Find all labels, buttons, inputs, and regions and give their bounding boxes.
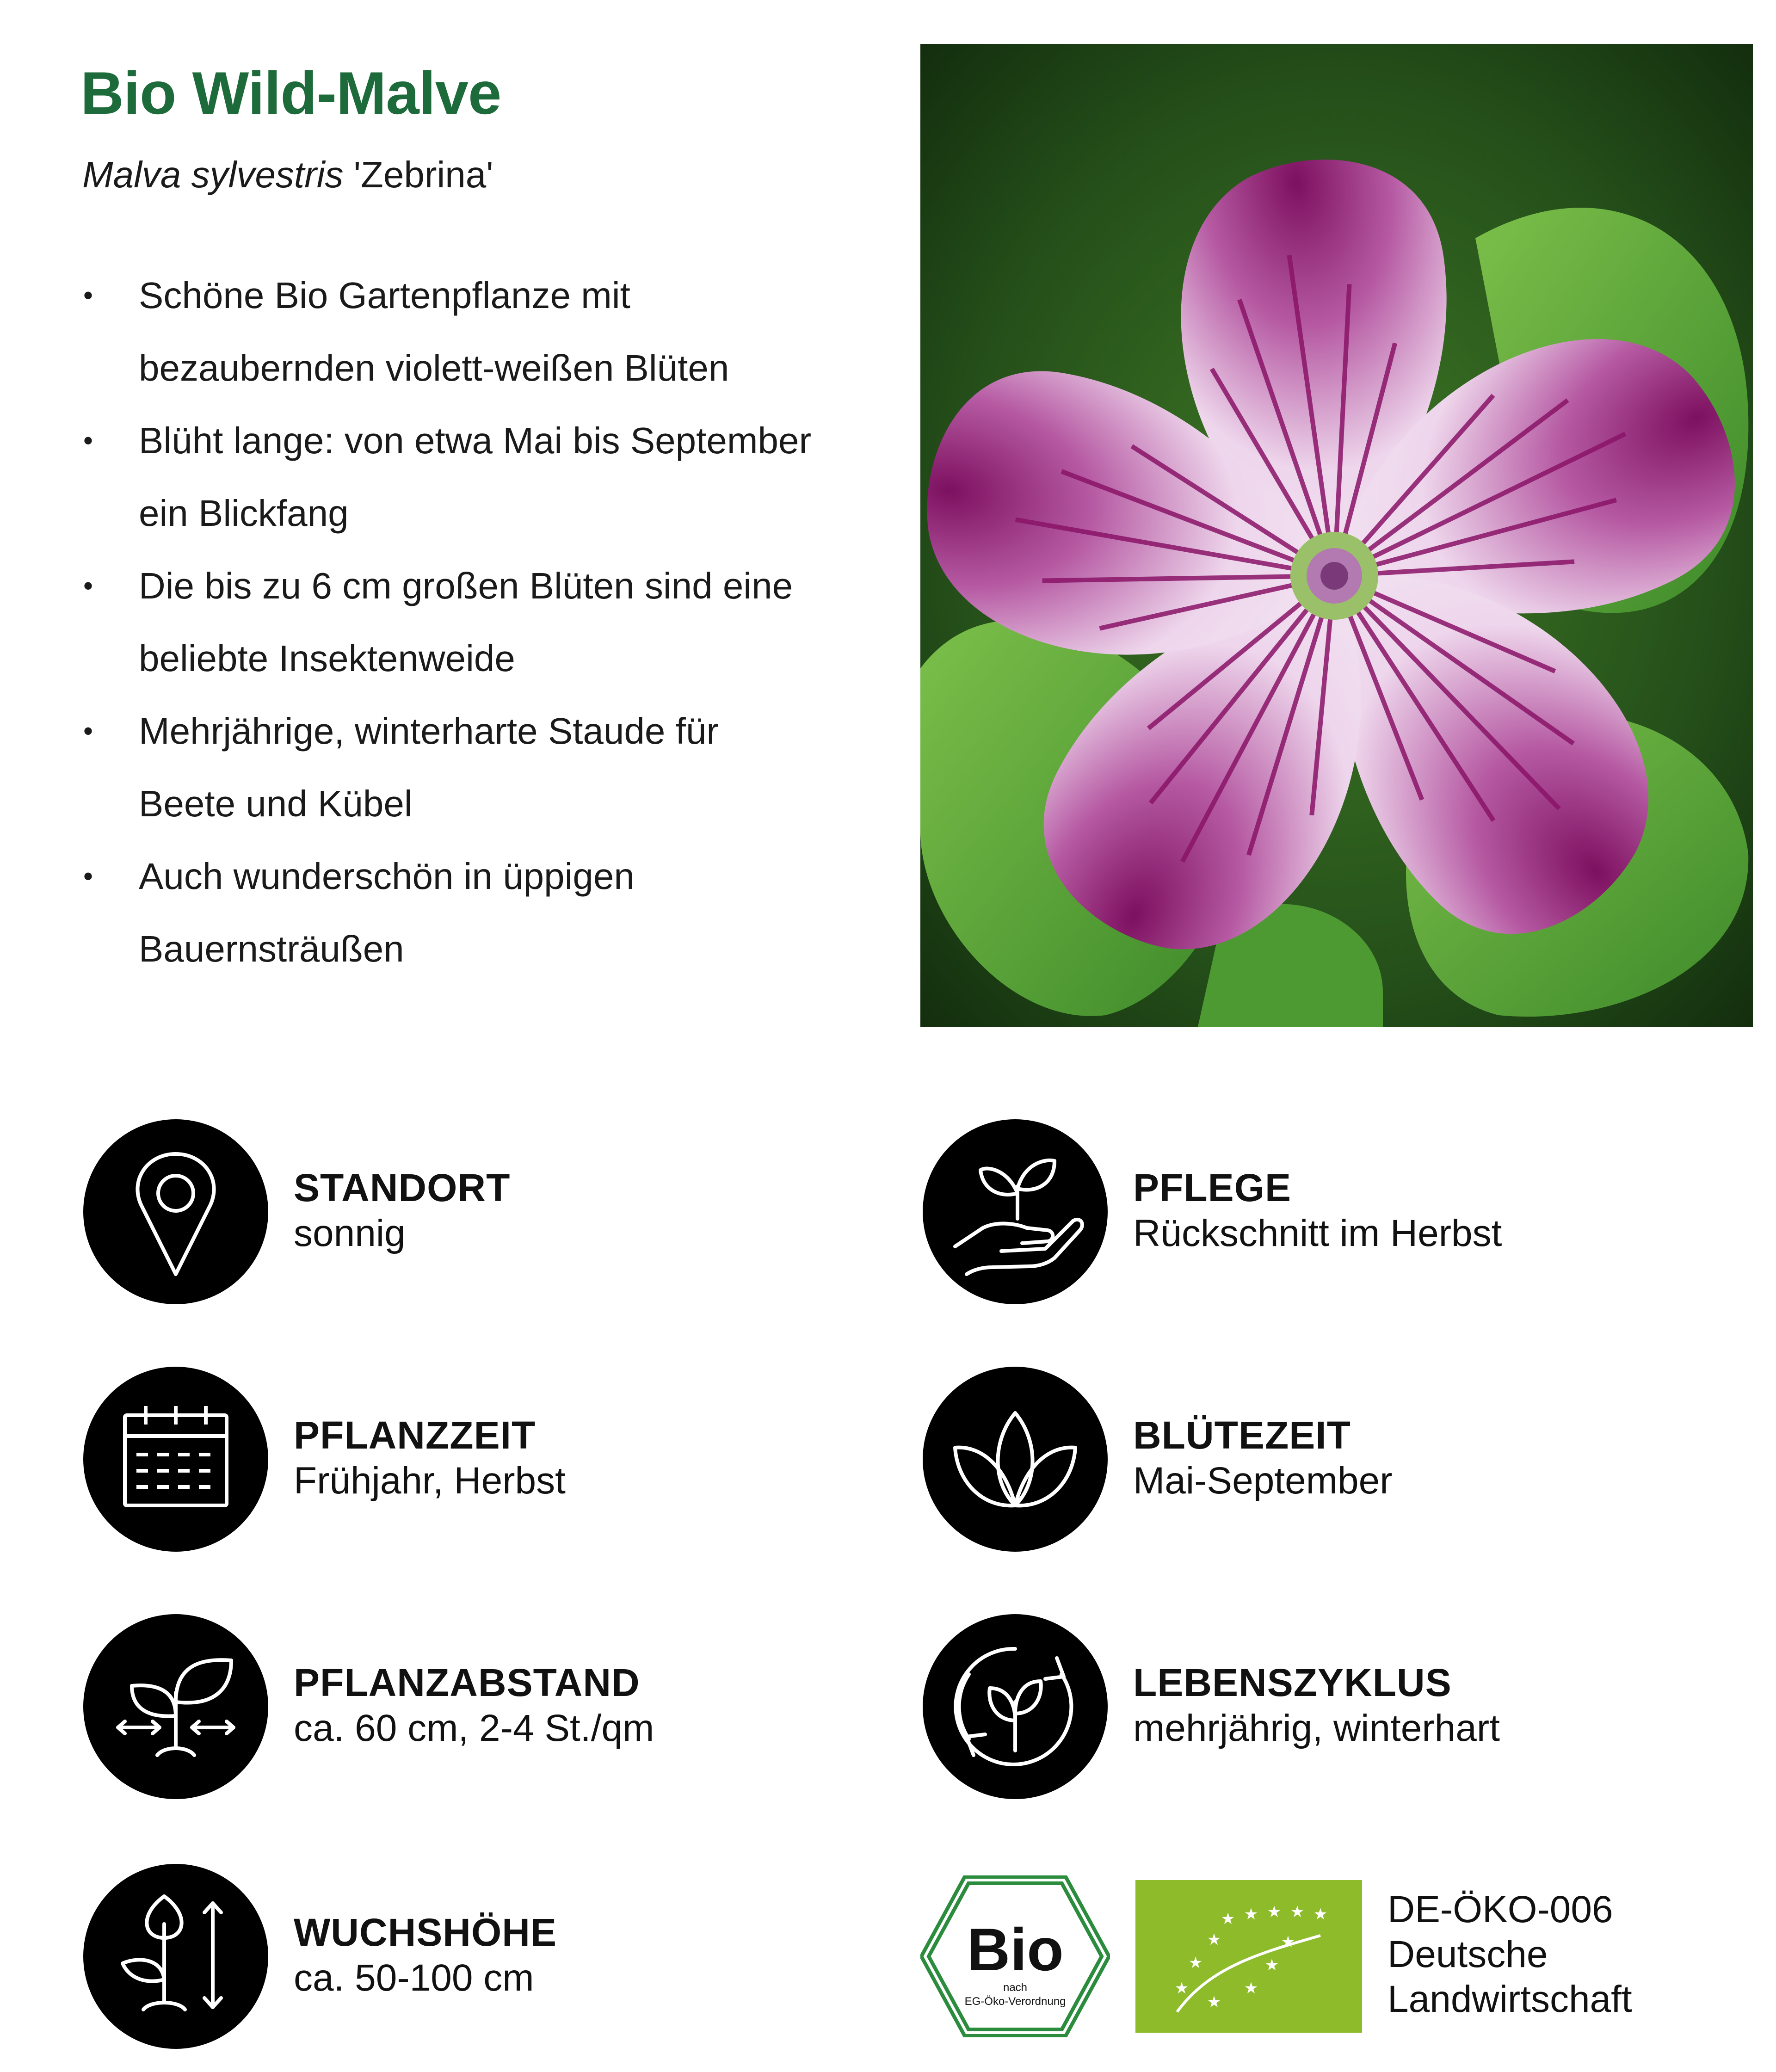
lotus-flower-icon [923, 1367, 1108, 1552]
svg-text:★: ★ [1207, 1993, 1221, 2011]
list-item [79, 840, 902, 913]
eu-organic-leaf-logo [1135, 1880, 1362, 2033]
svg-text:★: ★ [1264, 1956, 1279, 1974]
feature-bluetezeit [923, 1367, 1709, 1552]
feature-value: mehrjährig, winterhart [1133, 1707, 1500, 1749]
list-item [79, 404, 902, 477]
svg-text:★: ★ [1221, 1910, 1235, 1928]
bullet-icon: • [83, 861, 93, 892]
feature-label: LEBENSZYKLUS [1133, 1661, 1452, 1704]
bullet-text-line1: Mehrjährige, winterharte Staude für [139, 710, 719, 752]
bullet-icon: • [83, 570, 93, 601]
cert-code: DE-ÖKO-006 [1388, 1888, 1613, 1930]
feature-standort [83, 1119, 870, 1304]
botanical-name [82, 153, 493, 197]
certification-text [1388, 1887, 1632, 2022]
bullet-text-line2: Bauernsträußen [139, 928, 404, 969]
feature-label: STANDORT [294, 1166, 511, 1209]
list-item [79, 622, 902, 695]
bullet-text-line2: Beete und Kübel [139, 783, 413, 824]
feature-value: Rückschnitt im Herbst [1133, 1212, 1502, 1254]
list-item [79, 259, 902, 332]
location-pin-icon [83, 1119, 268, 1304]
list-item [79, 767, 902, 840]
svg-text:★: ★ [1267, 1903, 1282, 1921]
feature-list [79, 259, 902, 985]
svg-text:★: ★ [1313, 1905, 1328, 1924]
hand-seedling-icon [923, 1119, 1108, 1304]
bio-logo-sub1: nach [1003, 1981, 1028, 1994]
list-item [79, 695, 902, 767]
bio-logo-text: Bio [967, 1916, 1064, 1983]
svg-text:★: ★ [1207, 1930, 1221, 1949]
svg-text:★: ★ [1290, 1903, 1305, 1921]
latin-name: Malva sylvestris [82, 154, 344, 195]
svg-text:★: ★ [1244, 1979, 1258, 1998]
bullet-text-line2: ein Blickfang [139, 493, 349, 534]
product-title: Bio Wild-Malve [80, 59, 501, 127]
feature-pflanzzeit [83, 1367, 870, 1552]
plant-spacing-icon [83, 1614, 268, 1799]
feature-label: BLÜTEZEIT [1133, 1413, 1351, 1457]
cert-origin-line1: Deutsche [1388, 1933, 1548, 1975]
feature-value: Mai-September [1133, 1460, 1393, 1502]
bio-seal-logo [920, 1875, 1110, 2037]
bullet-icon: • [83, 425, 93, 456]
feature-label: WUCHSHÖHE [294, 1911, 557, 1954]
feature-lebenszyklus [923, 1614, 1709, 1799]
feature-pflanzabstand [83, 1614, 870, 1799]
bio-logo-sub2: EG-Öko-Verordnung [964, 1995, 1066, 2008]
plant-height-icon [83, 1864, 268, 2049]
flower-photo [920, 44, 1753, 1027]
bullet-text-line1: Schöne Bio Gartenpflanze mit [139, 275, 630, 316]
svg-text:★: ★ [1244, 1905, 1258, 1924]
feature-label: PFLEGE [1133, 1166, 1292, 1209]
bullet-icon: • [83, 715, 93, 746]
feature-wuchshoehe [83, 1864, 870, 2049]
feature-value: ca. 60 cm, 2-4 St./qm [294, 1707, 654, 1749]
calendar-icon [83, 1367, 268, 1552]
svg-text:★: ★ [1188, 1954, 1203, 1972]
list-item [79, 549, 902, 622]
feature-value: ca. 50-100 cm [294, 1957, 534, 1999]
bullet-text-line1: Auch wunderschön in üppigen [139, 856, 635, 897]
svg-text:★: ★ [1281, 1933, 1295, 1951]
list-item [79, 913, 902, 985]
cert-origin-line2: Landwirtschaft [1388, 1978, 1632, 2020]
list-item [79, 477, 902, 549]
svg-text:★: ★ [1174, 1979, 1189, 1998]
feature-value: Frühjahr, Herbst [294, 1460, 566, 1502]
feature-label: PFLANZABSTAND [294, 1661, 640, 1704]
bullet-text-line1: Blüht lange: von etwa Mai bis September [139, 420, 812, 461]
feature-value: sonnig [294, 1212, 406, 1254]
cultivar-name: 'Zebrina' [343, 154, 493, 195]
bullet-text-line1: Die bis zu 6 cm großen Blüten sind eine [139, 565, 793, 606]
list-item [79, 332, 902, 404]
feature-label: PFLANZZEIT [294, 1413, 536, 1457]
bullet-icon: • [83, 280, 93, 311]
feature-pflege [923, 1119, 1709, 1304]
plant-cycle-icon [923, 1614, 1108, 1799]
bullet-text-line2: beliebte Insektenweide [139, 638, 515, 679]
bullet-text-line2: bezaubernden violett-weißen Blüten [139, 347, 729, 388]
